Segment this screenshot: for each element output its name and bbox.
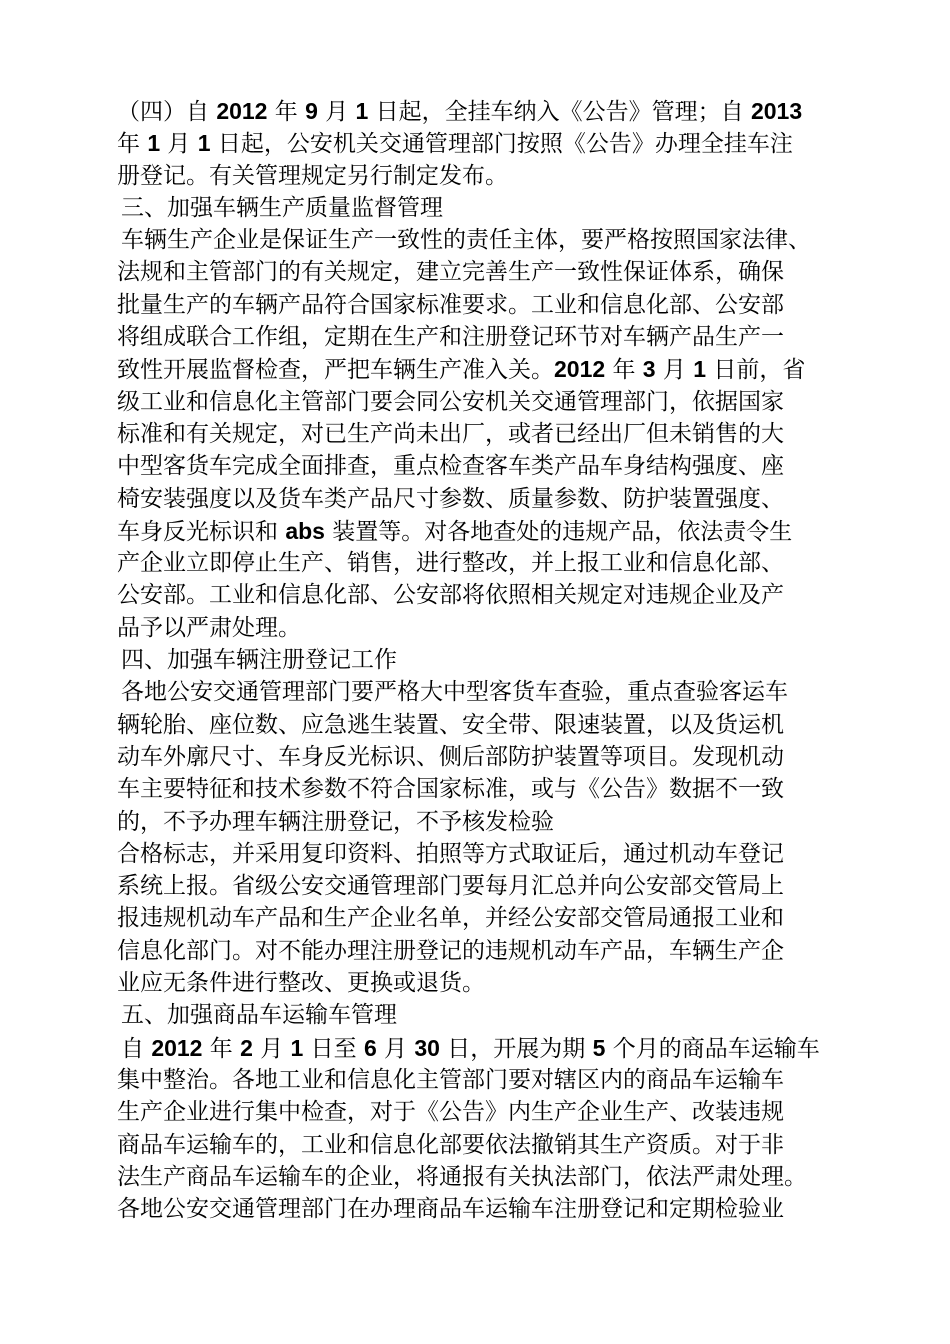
text-run: 品予以严肃处理。: [117, 614, 301, 641]
text-run: 生产企业进行集中检查，对于《公告》内生产企业生产、改装违规: [117, 1099, 784, 1126]
text-run: 将组成联合工作组，定期在生产和注册登记环节对车辆产品生产一: [117, 324, 784, 351]
text-run: 日起，全挂车纳入《公告》管理；自: [368, 99, 751, 125]
text-run: 日，开展为期: [439, 1035, 593, 1062]
bold-number: 9: [305, 98, 318, 124]
text-run: 法规和主管部门的有关规定，建立完善生产一致性保证体系，确保: [117, 259, 784, 286]
text-run: 法生产商品车运输车的企业，将通报有关执法部门，依法严肃处理。: [117, 1163, 807, 1190]
text-run: 年: [605, 357, 643, 384]
bold-number: 6: [363, 1034, 377, 1061]
bold-number: 2013: [750, 98, 803, 124]
text-run: 年: [117, 131, 148, 158]
text-run: 日起，公安机关交通管理部门按照《公告》办理全挂车注: [210, 131, 793, 158]
text-run: 个月的商品车运输车: [605, 1035, 820, 1062]
text-run: 月: [376, 1035, 415, 1062]
text-line: [117, 1064, 857, 1096]
text-line: [117, 289, 857, 321]
text-run: 五、加强商品车运输车管理: [121, 1002, 397, 1029]
text-line: [117, 192, 857, 224]
text-run: 年: [267, 99, 306, 125]
text-line: [117, 967, 857, 999]
bold-number: 2012: [151, 1034, 203, 1061]
text-run: 册登记。有关管理规定另行制定发布。: [117, 162, 508, 189]
bold-number: 5: [592, 1034, 606, 1061]
text-run: 车身反光标识和: [117, 518, 286, 545]
text-run: 信息化部门。对不能办理注册登记的违规机动车产品，车辆生产企: [117, 937, 784, 964]
text-run: 年: [202, 1035, 241, 1062]
text-line: [117, 160, 857, 192]
text-line: [117, 1161, 857, 1193]
text-line: [117, 902, 857, 934]
text-line: [117, 644, 857, 676]
text-line: [117, 1129, 857, 1161]
bold-number: abs: [285, 517, 325, 544]
text-run: 的，不予办理车辆注册登记，不予核发检验: [117, 808, 554, 835]
text-run: （四）自: [117, 99, 217, 125]
text-line: [117, 95, 857, 127]
bold-number: 3: [642, 356, 656, 383]
text-run: 月: [160, 131, 198, 158]
text-line: [117, 838, 857, 870]
text-run: 公安部。工业和信息化部、公安部将依照相关规定对违规企业及产: [117, 582, 784, 609]
text-line: [117, 870, 857, 902]
document-body: [117, 95, 857, 1225]
text-line: [117, 256, 857, 288]
text-run: 批量生产的车辆产品符合国家标准要求。工业和信息化部、公安部: [117, 291, 784, 318]
text-run: 报违规机动车产品和生产企业名单，并经公安部交管局通报工业和: [117, 905, 784, 932]
text-run: 级工业和信息化主管部门要会同公安机关交通管理部门，依据国家: [117, 388, 784, 415]
text-run: 月: [655, 357, 694, 384]
text-run: 车主要特征和技术参数不符合国家标准，或与《公告》数据不一致: [117, 776, 784, 803]
text-run: 自: [121, 1035, 152, 1062]
text-line: [117, 676, 857, 708]
bold-number: 2: [240, 1034, 253, 1061]
text-line: [117, 773, 857, 805]
text-run: 合格标志，并采用复印资料、拍照等方式取证后，通过机动车登记: [117, 840, 784, 867]
text-run: 日至: [303, 1035, 364, 1062]
text-run: 车辆生产企业是保证生产一致性的责任主体，要严格按照国家法律、: [121, 227, 811, 254]
text-run: 致性开展监督检查，严把车辆生产准入关。: [117, 357, 554, 384]
text-line: [117, 1096, 857, 1128]
text-run: 集中整治。各地工业和信息化主管部门要对辖区内的商品车运输车: [117, 1066, 784, 1093]
text-run: 商品车运输车的，工业和信息化部要依法撤销其生产资质。对于非: [117, 1131, 784, 1158]
text-line: [117, 709, 857, 741]
text-line: [117, 1193, 857, 1225]
bold-number: 1: [355, 98, 369, 124]
text-run: 月: [252, 1035, 291, 1062]
bold-number: 1: [290, 1034, 304, 1061]
text-line: [117, 579, 857, 611]
text-line: [117, 450, 857, 482]
text-line: [117, 612, 857, 644]
text-line: [117, 515, 857, 547]
text-line: [117, 483, 857, 515]
text-line: [117, 418, 857, 450]
bold-number: 30: [414, 1034, 440, 1061]
text-run: 各地公安交通管理部门在办理商品车运输车注册登记和定期检验业: [117, 1196, 784, 1223]
text-run: 中型客货车完成全面排查，重点检查客车类产品车身结构强度、座: [117, 453, 784, 480]
bold-number: 1: [147, 130, 161, 157]
text-run: 椅安装强度以及货车类产品尺寸参数、质量参数、防护装置强度、: [117, 485, 784, 512]
text-line: [117, 1032, 857, 1064]
text-line: [117, 224, 857, 256]
text-run: 辆轮胎、座位数、应急逃生装置、安全带、限速装置，以及货运机: [117, 711, 784, 738]
text-line: [117, 547, 857, 579]
text-line: [117, 806, 857, 838]
bold-number: 1: [693, 356, 707, 383]
text-line: [117, 353, 857, 385]
text-run: 三、加强车辆生产质量监督管理: [121, 194, 443, 221]
text-run: 动车外廓尺寸、车身反光标识、侧后部防护装置等项目。发现机动: [117, 743, 784, 770]
bold-number: 2012: [554, 356, 606, 383]
text-run: 月: [317, 99, 356, 125]
text-line: [117, 386, 857, 418]
bold-number: 1: [197, 130, 211, 157]
bold-number: 2012: [216, 98, 268, 124]
text-run: 业应无条件进行整改、更换或退货。: [117, 970, 485, 997]
text-line: [117, 321, 857, 353]
text-line: [117, 127, 857, 159]
text-run: 产企业立即停止生产、销售，进行整改，并上报工业和信息化部、: [117, 550, 784, 577]
text-run: 标准和有关规定，对已生产尚未出厂，或者已经出厂但未销售的大: [117, 420, 784, 447]
text-run: 系统上报。省级公安交通管理部门要每月汇总并向公安部交管局上: [117, 873, 784, 900]
text-line: [117, 999, 857, 1031]
text-line: [117, 741, 857, 773]
text-line: [117, 935, 857, 967]
text-run: 各地公安交通管理部门要严格大中型客货车查验，重点查验客运车: [121, 679, 788, 706]
text-run: 装置等。对各地查处的违规产品，依法责令生: [324, 518, 793, 545]
text-run: 日前，省: [706, 357, 806, 384]
text-run: 四、加强车辆注册登记工作: [121, 647, 397, 674]
